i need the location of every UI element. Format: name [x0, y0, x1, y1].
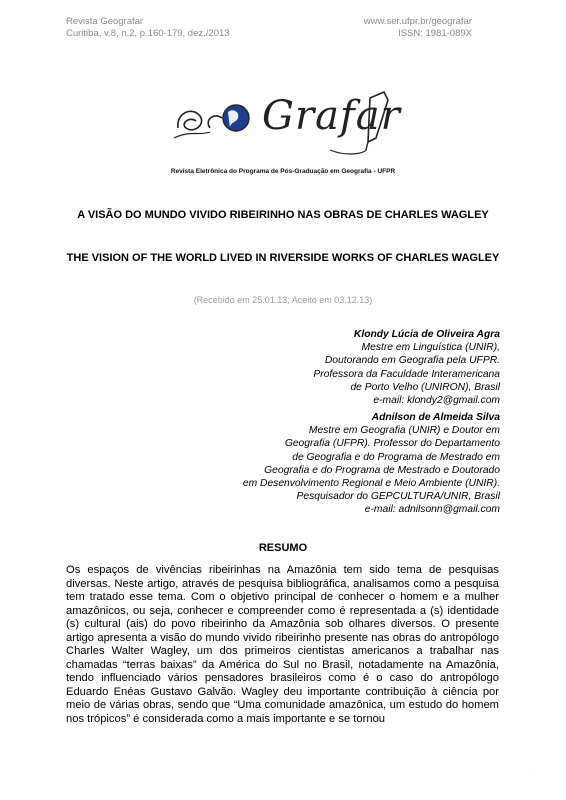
running-header-right — [364, 16, 472, 40]
page-mark: · — [530, 770, 532, 776]
logo-caption: Revista Eletrônica do Programa de Pós-Graduação em Geografia - UFPR — [170, 168, 396, 175]
running-header-left — [66, 16, 230, 40]
author-affiliation-line: em Desenvolvimento Regional e Meio Ambiente (UNIR). — [242, 478, 500, 490]
author-name: Adnilson de Almeida Silva — [371, 412, 500, 423]
author-affiliation-line: Geografia (UFPR). Professor do Departamento — [284, 438, 500, 450]
author-affiliation-line: Professora da Faculdade Interamericana — [313, 368, 500, 380]
author-affiliation-line: de Porto Velho (UNIRON), Brasil — [350, 381, 500, 393]
author-block — [200, 328, 500, 407]
author-email[interactable]: e-mail: klondy2@gmail.com — [373, 395, 500, 407]
received-accepted-dates: (Recebido em 25.01.13; Aceito em 03.12.13) — [193, 295, 373, 305]
journal-url[interactable]: www.ser.ufpr.br/geografar — [363, 16, 472, 27]
author-affiliation-line: Pesquisador do GEPCULTURA/UNIR, Brasil — [296, 491, 500, 503]
abstract-heading: RESUMO — [258, 542, 308, 554]
author-affiliation-line: Mestre em Linguística (UNIR), — [361, 342, 500, 354]
article-title-english: THE VISION OF THE WORLD LIVED IN RIVERSIDE WORKS OF CHARLES WAGLEY — [66, 252, 500, 264]
author-affiliation-line: de Geografia e do Programa de Mestrado em — [292, 451, 500, 463]
abstract-body: Os espaços de vivências ribeirinhas na Amazônia tem sido tema de pesquisas diversas. Neste artigo, através de pesquisa bibliográfica, analisamos como a pesquisa tem tratado esse tema. Com o objetivo principal de conhecer o homem e a mulher amazônicos, ou seja, conhecer e compreender como é representada a (s) identidade (s) cultural (ais) do povo ribeirinho da Amazônia sob olhares diversos. O presente artigo apresenta a visão do mundo vivido ribeirinho presente nas obras do antropólogo Charles Walter Wagley, um dos primeiros cientistas americanos a trabalhar nas chamadas “terras baixas” da América do Sul no Brasil, notadamente na Amazônia, tendo influenciado vários pensadores brasileiros como é o caso do antropólogo Eduardo Enéas Gustavo Galvão. Wagley deu importante contribuição à ciência por meio de várias obras, sendo que “Uma comunidade amazônica, um estudo do homem nos trópicos” é considerada como a mais importante e se tornou — [66, 564, 499, 726]
author-affiliation-line: Doutorando em Geografia pela UFPR. — [324, 355, 500, 367]
author-affiliation-line: Geografia e do Programa de Mestrado e Doutorado — [264, 464, 500, 476]
author-name: Klondy Lúcia de Oliveira Agra — [353, 329, 500, 340]
issn: ISSN: 1981-089X — [398, 28, 472, 39]
citation-info: Curitiba, v.8, n.2, p.160-179, dez./2013 — [66, 28, 230, 39]
journal-name: Revista Geografar — [66, 16, 144, 27]
logo-wordmark: Grafar — [262, 93, 401, 139]
author-email[interactable]: e-mail: adnilsonn@gmail.com — [364, 504, 500, 516]
article-title-portuguese: A VISÃO DO MUNDO VIVIDO RIBEIRINHO NAS OBRAS DE CHARLES WAGLEY — [77, 209, 489, 221]
author-block — [200, 411, 500, 517]
author-affiliation-line: Mestre em Geografia (UNIR) e Doutor em — [308, 425, 500, 437]
